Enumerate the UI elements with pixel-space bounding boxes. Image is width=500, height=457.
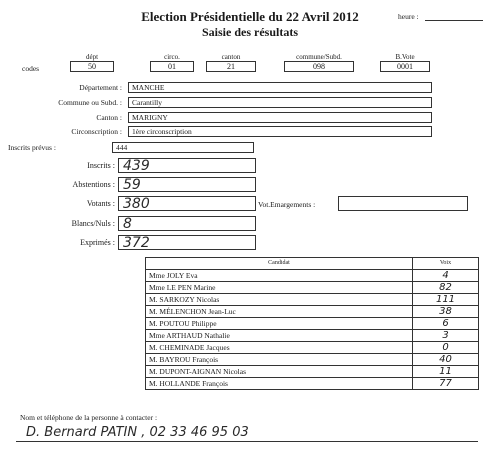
table-row [146, 306, 479, 318]
canton-field[interactable]: MARIGNY [128, 112, 432, 123]
abstentions-label: Abstentions : [72, 180, 115, 189]
table-row [146, 282, 479, 294]
candidate-votes-field[interactable]: 40 [413, 354, 479, 366]
table-row [146, 294, 479, 306]
votants-label: Votants : [86, 199, 115, 208]
abstentions-field[interactable]: 59 [118, 177, 256, 192]
candidate-votes-field[interactable]: 82 [413, 282, 479, 294]
commune-field[interactable]: Carantilly [128, 97, 432, 108]
table-row [146, 318, 479, 330]
code-field-canton[interactable]: 21 [206, 61, 256, 72]
table-row [146, 366, 479, 378]
inscrits-field[interactable]: 439 [118, 158, 256, 173]
candidate-name: Mme ARTHAUD Nathalie [146, 330, 413, 342]
commune-label: Commune ou Subd. : [58, 98, 122, 107]
code-label-canton: canton [221, 53, 241, 61]
table-row [146, 330, 479, 342]
emargements-label: Vot.Emargements : [258, 200, 316, 209]
candidates-table [145, 257, 479, 390]
candidate-name: M. POUTOU Philippe [146, 318, 413, 330]
table-row [146, 270, 479, 282]
page-title: Election Présidentielle du 22 Avril 2012 [141, 9, 359, 24]
candidate-name: M. CHEMINADE Jacques [146, 342, 413, 354]
candidate-votes-field[interactable]: 3 [413, 330, 479, 342]
circonscription-field[interactable]: 1ère circonscription [128, 126, 432, 137]
candidate-name: M. SARKOZY Nicolas [146, 294, 413, 306]
candidate-votes-field[interactable]: 4 [413, 270, 479, 282]
candidate-votes-field[interactable]: 111 [413, 294, 479, 306]
canton-label: Canton : [96, 113, 122, 122]
inscrits-prevus-label: Inscrits prévus : [8, 143, 56, 152]
contact-field[interactable]: D. Bernard PATIN , 02 33 46 95 03 [16, 424, 478, 442]
code-label-dept: dépt [85, 53, 99, 61]
blancs-nuls-label: Blancs/Nuls : [71, 219, 115, 228]
blancs-nuls-field[interactable]: 8 [118, 216, 256, 231]
exprimes-label: Exprimés : [80, 238, 115, 247]
codes-label: codes [22, 64, 40, 73]
code-label-circo: circo. [164, 53, 180, 61]
column-header-voix: Voix [413, 258, 479, 270]
table-row [146, 342, 479, 354]
candidate-votes-field[interactable]: 11 [413, 366, 479, 378]
inscrits-label: Inscrits : [87, 161, 115, 170]
code-field-dept[interactable]: 50 [70, 61, 114, 72]
table-row [146, 378, 479, 390]
exprimes-field[interactable]: 372 [118, 235, 256, 250]
emargements-field[interactable] [338, 196, 468, 211]
code-field-commune[interactable]: 098 [284, 61, 354, 72]
candidate-votes-field[interactable]: 6 [413, 318, 479, 330]
candidate-name: Mme LE PEN Marine [146, 282, 413, 294]
circonscription-label: Circonscription : [71, 127, 122, 136]
page-subtitle: Saisie des résultats [202, 25, 298, 39]
hour-label: heure : [398, 12, 419, 21]
code-label-bureau: B.Vote [395, 53, 415, 61]
candidate-votes-field[interactable]: 0 [413, 342, 479, 354]
table-row [146, 354, 479, 366]
departement-label: Département : [79, 83, 122, 92]
votants-field[interactable]: 380 [118, 196, 256, 211]
candidate-name: M. HOLLANDE François [146, 378, 413, 390]
code-field-circo[interactable]: 01 [150, 61, 194, 72]
code-field-bureau[interactable]: 0001 [380, 61, 430, 72]
candidate-name: Mme JOLY Eva [146, 270, 413, 282]
inscrits-prevus-field[interactable]: 444 [112, 142, 254, 153]
candidate-votes-field[interactable]: 38 [413, 306, 479, 318]
contact-label: Nom et téléphone de la personne à contacter : [20, 413, 158, 422]
code-label-commune: commune/Subd. [296, 53, 342, 61]
departement-field[interactable]: MANCHE [128, 82, 432, 93]
table-header-row [146, 258, 479, 270]
hour-field[interactable] [425, 20, 483, 21]
column-header-candidat: Candidat [146, 258, 413, 270]
candidate-name: M. DUPONT-AIGNAN Nicolas [146, 366, 413, 378]
candidate-votes-field[interactable]: 77 [413, 378, 479, 390]
candidate-name: M. MÉLENCHON Jean-Luc [146, 306, 413, 318]
candidate-name: M. BAYROU François [146, 354, 413, 366]
